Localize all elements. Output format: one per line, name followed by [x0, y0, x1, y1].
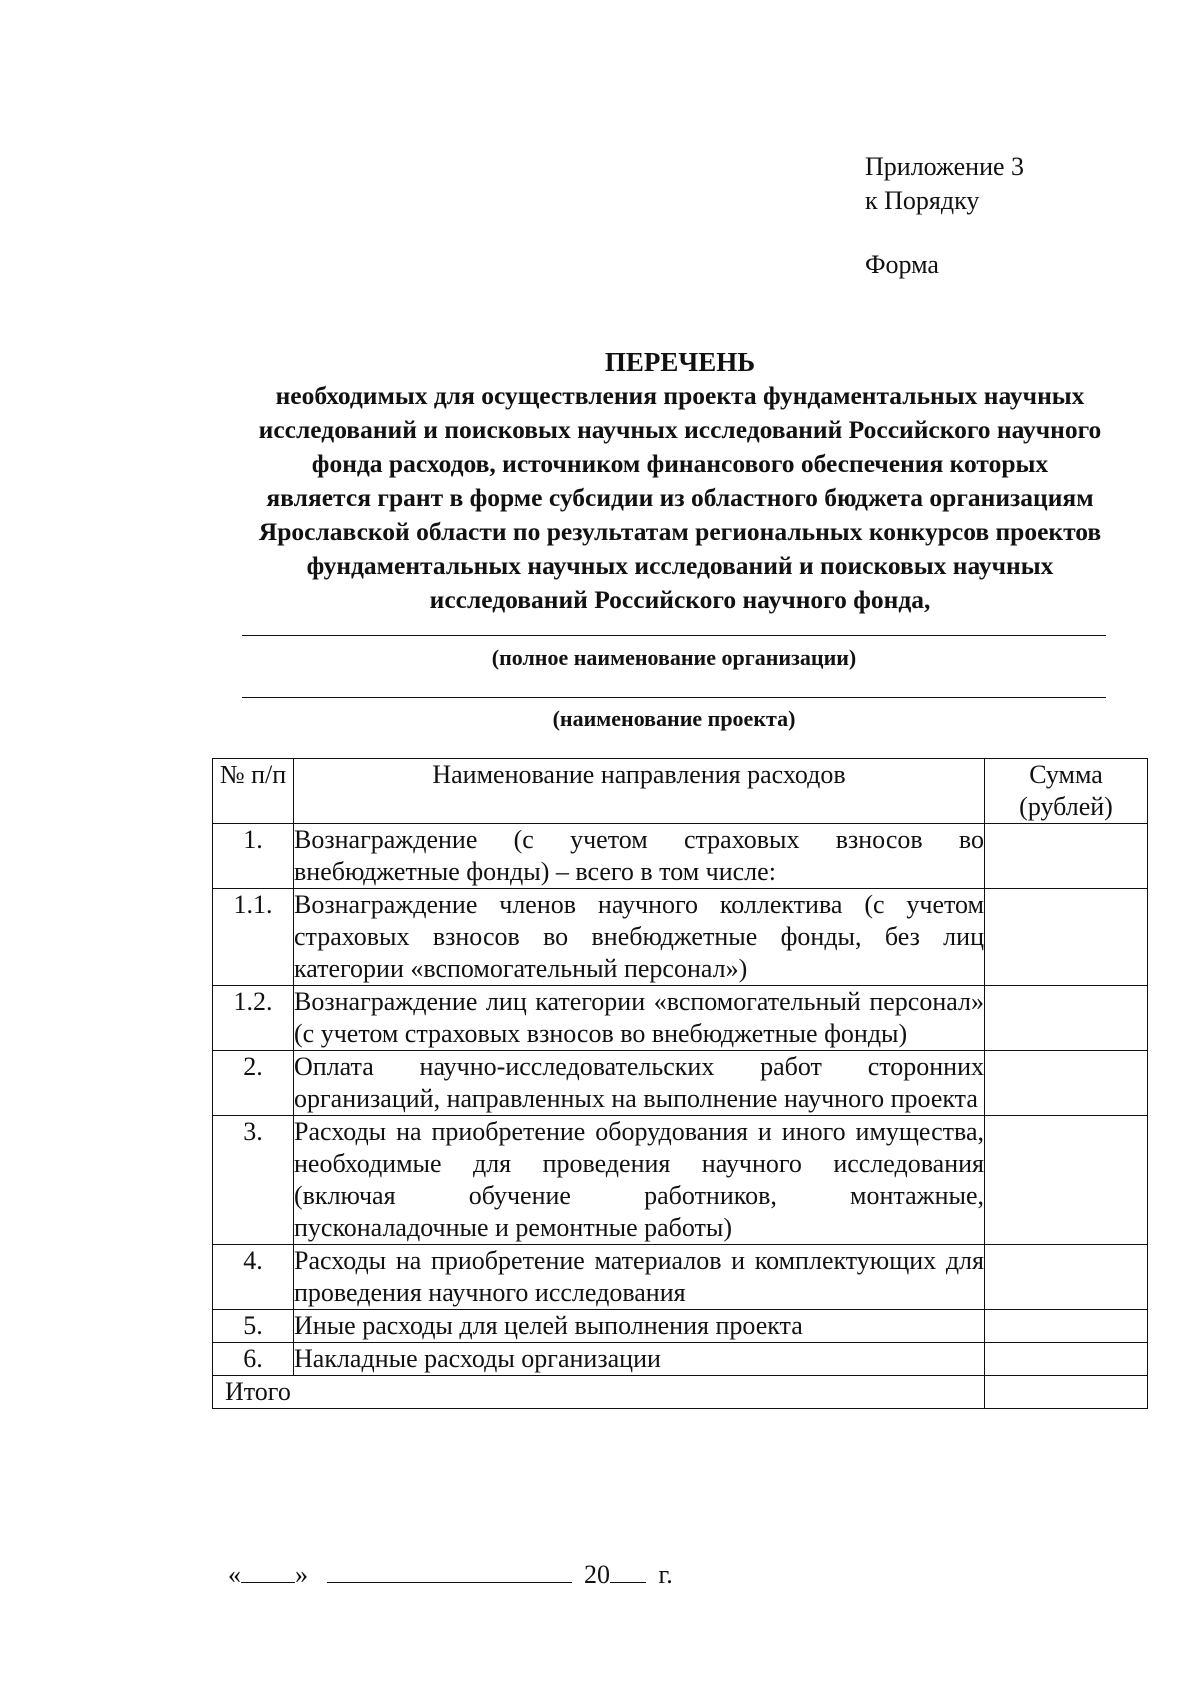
row-sum[interactable] — [985, 986, 1148, 1051]
title-line: фундаментальных научных исследований и поисковых научных — [306, 551, 1054, 580]
title-line: фонда расходов, источником финансового обеспечения которых — [311, 449, 1049, 478]
table-row — [213, 986, 1148, 1051]
form-label: Форма — [865, 250, 939, 279]
title-line: необходимых для осуществления проекта фундаментальных научных — [275, 381, 1085, 410]
total-label: Итого — [213, 1376, 985, 1409]
row-sum[interactable] — [985, 1310, 1148, 1343]
row-name: Вознаграждение лиц категории «вспомогательный персонал» (с учетом страховых взносов во внебюджетные фонды) — [294, 986, 985, 1051]
header-name: Наименование направления расходов — [294, 759, 985, 824]
row-number: 5. — [213, 1310, 294, 1343]
date-close-quote: » — [295, 1560, 308, 1589]
row-sum[interactable] — [985, 1116, 1148, 1245]
year-blank[interactable] — [610, 1560, 646, 1583]
header-sum: Сумма (рублей) — [985, 759, 1148, 824]
table-row — [213, 824, 1148, 889]
row-name: Накладные расходы организации — [294, 1343, 985, 1376]
row-number: 1.2. — [213, 986, 294, 1051]
organization-caption: (полное наименование организации) — [491, 645, 857, 670]
table-row — [213, 1245, 1148, 1310]
day-blank[interactable] — [241, 1560, 295, 1583]
expenses-table — [212, 758, 1148, 1409]
table-row — [213, 1051, 1148, 1116]
row-number: 3. — [213, 1116, 294, 1245]
row-sum[interactable] — [985, 1245, 1148, 1310]
appendix-reference: к Порядку — [865, 186, 980, 215]
title-line: Ярославской области по результатам региональных конкурсов проектов — [258, 517, 1102, 546]
project-caption: (наименование проекта) — [552, 706, 796, 731]
row-name: Оплата научно-исследовательских работ сторонних организаций, направленных на выполнение научного проекта — [294, 1051, 985, 1116]
row-sum[interactable] — [985, 1343, 1148, 1376]
row-sum[interactable] — [985, 1051, 1148, 1116]
row-name: Расходы на приобретение материалов и комплектующих для проведения научного исследования — [294, 1245, 985, 1310]
row-number: 2. — [213, 1051, 294, 1116]
table-row — [213, 1116, 1148, 1245]
row-sum[interactable] — [985, 824, 1148, 889]
row-number: 4. — [213, 1245, 294, 1310]
total-row — [213, 1376, 1148, 1409]
month-blank[interactable] — [327, 1560, 572, 1583]
header-number: № п/п — [213, 759, 294, 824]
title-heading: ПЕРЕЧЕНЬ — [604, 347, 756, 377]
document-title — [190, 345, 1170, 617]
row-name: Расходы на приобретение оборудования и иного имущества, необходимые для проведения научного исследования (включая обучение работников, монтажные, пусконаладочные и ремонтные работы) — [294, 1116, 985, 1245]
row-name: Иные расходы для целей выполнения проекта — [294, 1310, 985, 1343]
table-header-row — [213, 759, 1148, 824]
year-prefix: 20 — [584, 1560, 610, 1589]
title-line: исследований и поисковых научных исследований Российского научного — [258, 415, 1102, 444]
table-row — [213, 1343, 1148, 1376]
row-name: Вознаграждение (с учетом страховых взносов во внебюджетные фонды) – всего в том числе: — [294, 824, 985, 889]
appendix-note — [865, 150, 1024, 282]
total-sum[interactable] — [985, 1376, 1148, 1409]
row-number: 6. — [213, 1343, 294, 1376]
row-number: 1.1. — [213, 889, 294, 986]
table-row — [213, 1310, 1148, 1343]
row-sum[interactable] — [985, 889, 1148, 986]
appendix-number: Приложение 3 — [865, 152, 1025, 181]
date-open-quote: « — [228, 1560, 241, 1589]
row-name: Вознаграждение членов научного коллектива (с учетом страховых взносов во внебюджетные фонды, без лиц категории «вспомогательный персонал») — [294, 889, 985, 986]
table-row — [213, 889, 1148, 986]
title-line: является грант в форме субсидии из областного бюджета организациям — [266, 483, 1094, 512]
year-suffix: г. — [658, 1560, 673, 1589]
date-line — [228, 1560, 673, 1590]
project-name-line[interactable] — [242, 697, 1106, 698]
title-line: исследований Российского научного фонда, — [429, 585, 931, 614]
row-number: 1. — [213, 824, 294, 889]
organization-name-line[interactable] — [242, 635, 1106, 636]
